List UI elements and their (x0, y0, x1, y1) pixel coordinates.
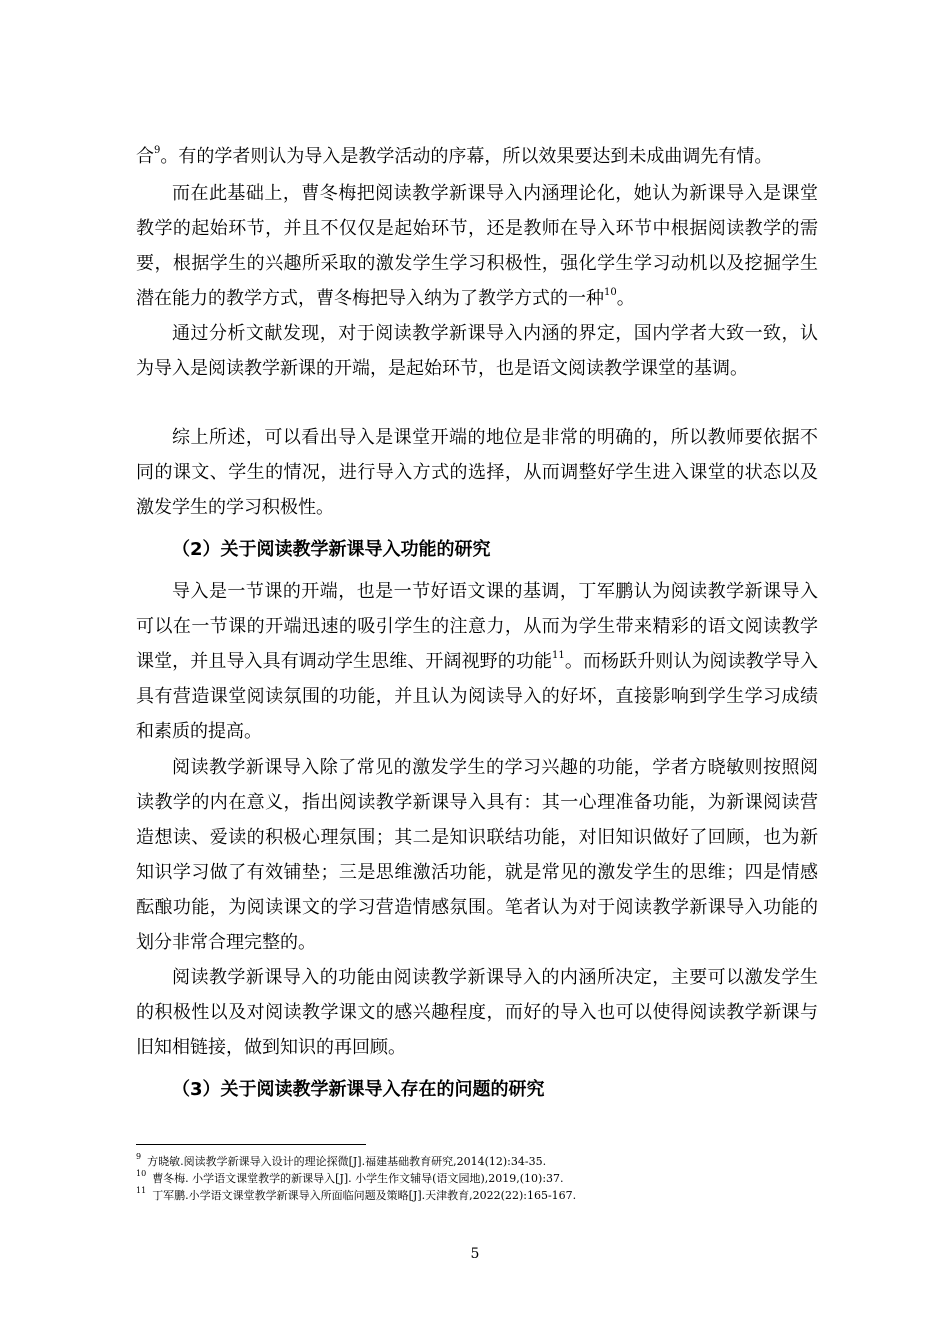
footnotes (136, 1153, 836, 1204)
paragraph-ding-junpeng: 导入是一节课的开端，也是一节好语文课的基调，丁军鹏认为阅读教学新课导入可以在一节课的开端迅速的吸引学生的注意力，从而为学生带来精彩的语文阅读教学课堂，并且导入具有调动学生思维、开阔视野的功能$^{11}$。而杨跃升则认为阅读教学导入具有营造课堂阅读氛围的功能，并且认为阅读导入的好坏，直接影响到学生学习成绩和素质的提高。 (136, 581, 818, 742)
section-heading-function: （2）关于阅读教学新课导入功能的研究 (172, 539, 491, 560)
paragraph-literature-analysis: 通过分析文献发现，对于阅读教学新课导入内涵的界定，国内学者大致一致，认为导入是阅读教学新课的开端，是起始环节，也是语文阅读教学课堂的基调。 (136, 323, 818, 379)
footnote-ref-10: 10 (604, 287, 617, 298)
paragraph-fang-xiaomin: 阅读教学新课导入除了常见的激发学生的学习兴趣的功能，学者方晓敏则按照阅读教学的内在意义，指出阅读教学新课导入具有：其一心理准备功能，为新课阅读营造想读、爱读的积极心理氛围；其二是知识联结功能，对旧知识做好了回顾，也为新知识学习做了有效铺垫；三是思维激活功能，就是常见的激发学生的思维；四是情感酝酿功能，为阅读课文的学习营造情感氛围。笔者认为对于阅读教学新课导入功能的划分非常合理完整的。 (136, 757, 818, 953)
footnote-ref-11: 11 (552, 650, 565, 661)
page-number: 5 (470, 1246, 480, 1262)
footnote-ref-9: 9 (154, 145, 161, 156)
section-heading-problems: （3）关于阅读教学新课导入存在的问题的研究 (172, 1079, 545, 1100)
paragraph-cao-dongmei: 而在此基础上，曹冬梅把阅读教学新课导入内涵理论化，她认为新课导入是课堂教学的起始环节，并且不仅仅是起始环节，还是教师在导入环节中根据阅读教学的需要，根据学生的兴趣所采取的激发学生学习积极性，强化学生学习动机以及挖掘学生潜在能力的教学方式，曹冬梅把导入纳为了教学方式的一种$^{10}$。 (136, 183, 818, 309)
footnote-11: $^{11}$ 丁军鹏.小学语文课堂教学新课导入所面临问题及策略[J].天津教育,2022(22):165-167. (136, 1186, 577, 1202)
paragraph-function-conclusion: 阅读教学新课导入的功能由阅读教学新课导入的内涵所决定，主要可以激发学生的积极性以及对阅读教学课文的感兴趣程度，而好的导入也可以使得阅读教学新课与旧知相链接，做到知识的再回顾。 (136, 967, 818, 1058)
paragraph-continuation: 合$^9$。有的学者则认为导入是教学活动的序幕，所以效果要达到未成曲调先有情。 (136, 145, 773, 167)
paragraph-summary: 综上所述，可以看出导入是课堂开端的地位是非常的明确的，所以教师要依据不同的课文、学生的情况，进行导入方式的选择，从而调整好学生进入课堂的状态以及激发学生的学习积极性。 (136, 427, 818, 518)
footnote-9: $^9$ 方晓敏.阅读教学新课导入设计的理论探微[J].福建基础教育研究,2014(12):34-35. (136, 1152, 547, 1168)
footnote-10: $^{10}$ 曹冬梅. 小学语文课堂教学的新课导入[J]. 小学生作文辅导(语文园地),2019,(10):37. (136, 1169, 564, 1185)
footnote-separator (136, 1144, 366, 1145)
